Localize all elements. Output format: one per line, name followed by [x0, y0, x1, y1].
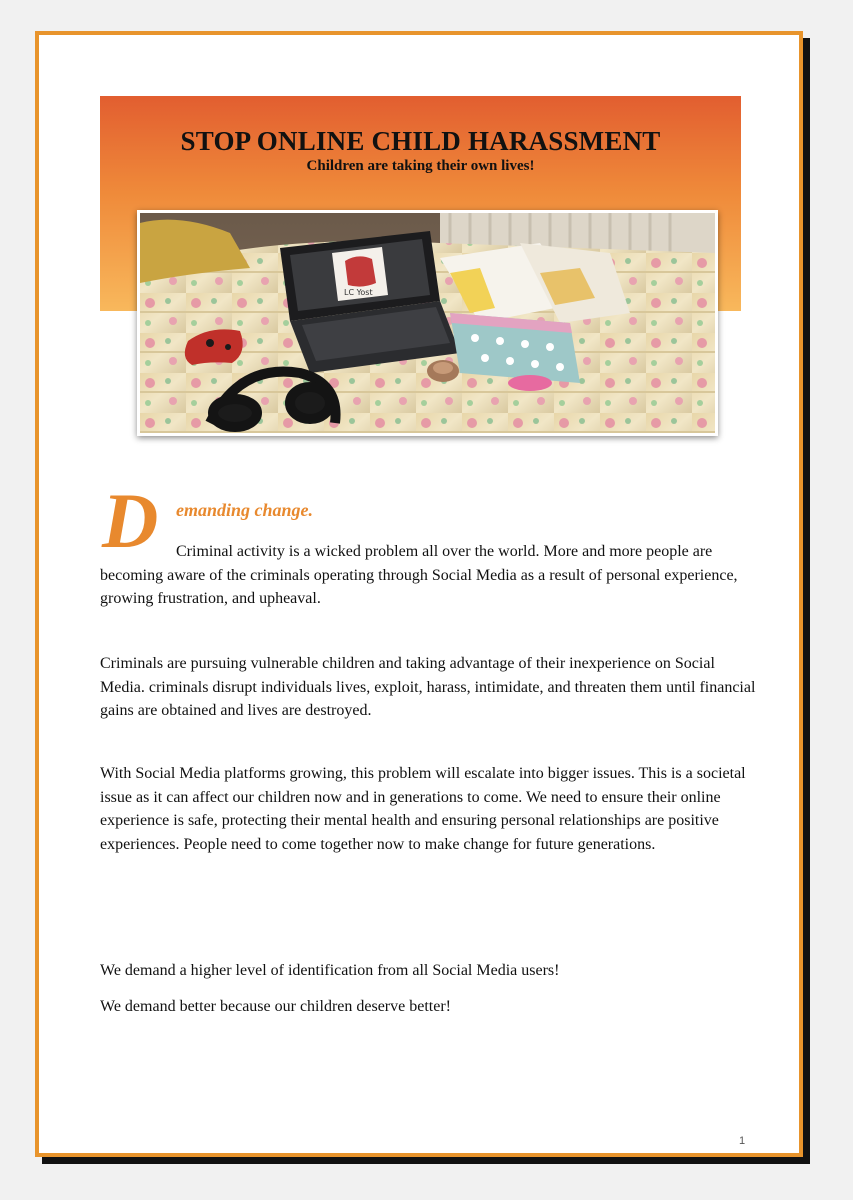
document-page [35, 31, 803, 1157]
laptop [280, 231, 460, 373]
demand-statement-2: We demand better because our children deserve better! [100, 998, 451, 1015]
bed-laptop-photo [137, 210, 718, 436]
page-number: 1 [739, 1135, 746, 1147]
drop-cap: D [102, 477, 159, 564]
banner-title: STOP ONLINE CHILD HARASSMENT [180, 126, 661, 156]
paragraph-2: Criminals are pursuing vulnerable children and taking advantage of their inexperience on Social Media. criminals disrupt individuals lives, exploit, harass, intimidate, and threaten them until financial gains are obtained and lives are destroyed. [100, 655, 756, 719]
photo-illustration [140, 213, 715, 433]
paragraph-1: Criminal activity is a wicked problem all over the world. More and more people are becoming aware of the criminals operating through Social Media as a result of personal experience, growing frustration, and upheaval. [100, 543, 738, 607]
banner-subtitle: Children are taking their own lives! [306, 158, 535, 174]
section-heading: emanding change. [176, 500, 314, 520]
screen-caption: LC Yost [344, 288, 373, 297]
paragraph-3: With Social Media platforms growing, this problem will escalate into bigger issues. This is a societal issue as it can affect our children now and in generations to come. We need to ensure their online experience is safe, protecting their mental health and ensuring personal relationships are positive experiences. People need to come together now to make change for future generations. [100, 765, 746, 853]
demand-statement-1: We demand a higher level of identification from all Social Media users! [100, 962, 560, 979]
